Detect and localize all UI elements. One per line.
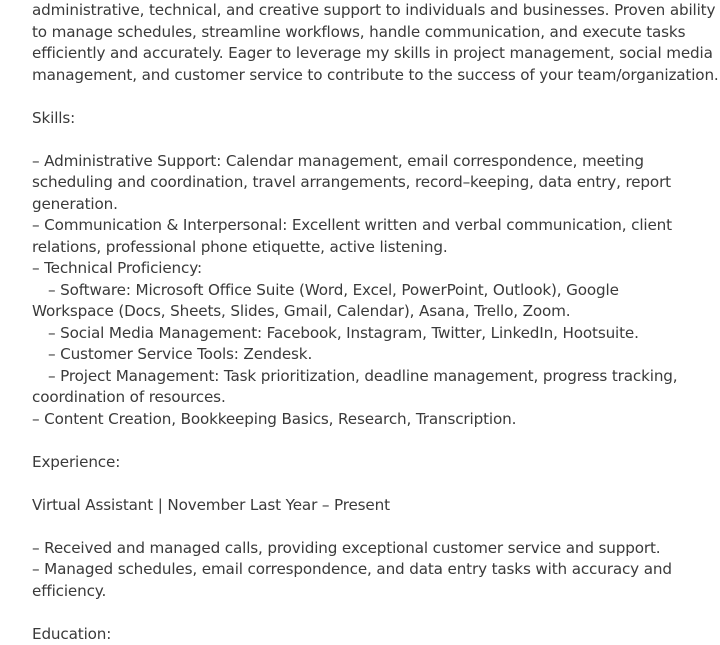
job-title: Virtual Assistant | November Last Year – Present bbox=[32, 495, 704, 517]
resume-document bbox=[32, 0, 704, 645]
skill-admin-line-1: – Administrative Support: Calendar management, email correspondence, meeting bbox=[32, 151, 704, 173]
skill-software-line-2: Workspace (Docs, Sheets, Slides, Gmail, Calendar), Asana, Trello, Zoom. bbox=[32, 301, 704, 323]
skill-project-management-line-1: – Project Management: Task prioritization, deadline management, progress tracking, bbox=[32, 366, 704, 388]
skill-social-media: – Social Media Management: Facebook, Instagram, Twitter, LinkedIn, Hootsuite. bbox=[32, 323, 704, 345]
skill-customer-service-tools: – Customer Service Tools: Zendesk. bbox=[32, 344, 704, 366]
skill-admin-line-2: scheduling and coordination, travel arrangements, record–keeping, data entry, report bbox=[32, 172, 704, 194]
skill-project-management-line-2: coordination of resources. bbox=[32, 387, 704, 409]
spacer bbox=[32, 129, 704, 151]
skill-communication-line-1: – Communication & Interpersonal: Excellent written and verbal communication, client bbox=[32, 215, 704, 237]
spacer bbox=[32, 430, 704, 452]
spacer bbox=[32, 86, 704, 108]
skill-software-line-1: – Software: Microsoft Office Suite (Word, Excel, PowerPoint, Outlook), Google bbox=[32, 280, 704, 302]
skill-communication-line-2: relations, professional phone etiquette, active listening. bbox=[32, 237, 704, 259]
spacer bbox=[32, 473, 704, 495]
summary-line-2: to manage schedules, streamline workflows, handle communication, and execute tasks bbox=[32, 22, 704, 44]
skill-technical-heading: – Technical Proficiency: bbox=[32, 258, 704, 280]
job-duty-2-line-2: efficiency. bbox=[32, 581, 704, 603]
skill-content-creation: – Content Creation, Bookkeeping Basics, Research, Transcription. bbox=[32, 409, 704, 431]
spacer bbox=[32, 602, 704, 624]
summary-line-1: administrative, technical, and creative support to individuals and businesses. Proven ability bbox=[32, 0, 704, 22]
spacer bbox=[32, 516, 704, 538]
job-duty-1: – Received and managed calls, providing exceptional customer service and support. bbox=[32, 538, 704, 560]
job-duty-2-line-1: – Managed schedules, email correspondence, and data entry tasks with accuracy and bbox=[32, 559, 704, 581]
skills-heading: Skills: bbox=[32, 108, 704, 130]
education-heading: Education: bbox=[32, 624, 704, 645]
experience-heading: Experience: bbox=[32, 452, 704, 474]
summary-line-3: efficiently and accurately. Eager to leverage my skills in project management, social media bbox=[32, 43, 704, 65]
summary-line-4: management, and customer service to contribute to the success of your team/organization. bbox=[32, 65, 704, 87]
skill-admin-line-3: generation. bbox=[32, 194, 704, 216]
